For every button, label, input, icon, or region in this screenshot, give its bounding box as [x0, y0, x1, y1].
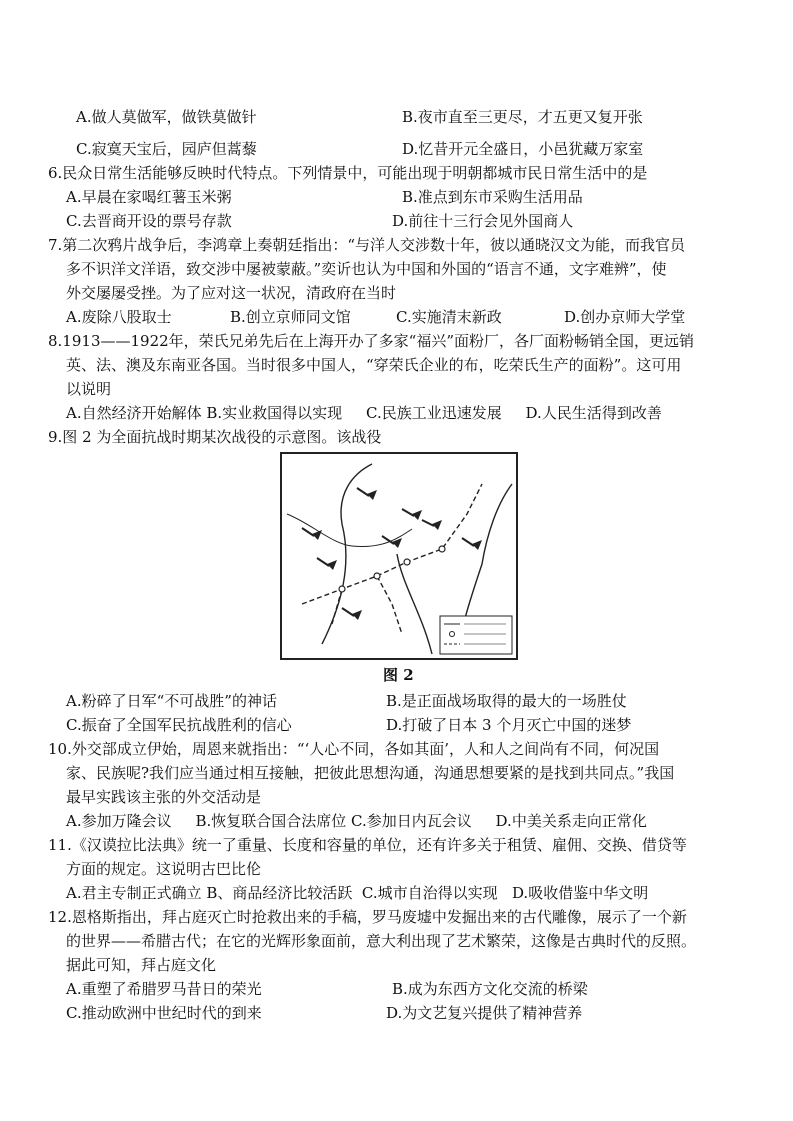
- q12-option-d: D.为文艺复兴提供了精神营养: [386, 1004, 583, 1022]
- q6-option-b: B.准点到东市采购生活用品: [402, 188, 583, 206]
- q9-option-b: B.是正面战场取得的最大的一场胜仗: [386, 692, 627, 710]
- q7-option-c: C.实施清末新政: [396, 308, 502, 326]
- q9-option-a: A.粉碎了日军“不可战胜”的神话: [66, 692, 277, 710]
- battle-map-figure: [280, 452, 518, 660]
- q10-stem-line-3: 最早实践该主张的外交活动是: [66, 788, 262, 806]
- q6-option-d: D.前往十三行会见外国商人: [392, 212, 574, 230]
- q10-options: A.参加万隆会议 B.恢复联合国合法席位 C.参加日内瓦会议 D.中美关系走向正常化: [66, 812, 647, 830]
- q11-stem-line-1: 11.《汉谟拉比法典》统一了重量、长度和容量的单位，还有许多关于租赁、雇佣、交换、借贷等: [48, 836, 687, 854]
- q5-option-c: C.寂寞天宝后，园庐但蒿藜: [76, 140, 257, 158]
- q8-options: A.自然经济开始解体 B.实业救国得以实现 C.民族工业迅速发展 D.人民生活得到改善: [66, 404, 662, 422]
- battle-map-drawing: [282, 454, 516, 658]
- q8-stem-line-3: 以说明: [66, 380, 112, 398]
- q12-option-b: B.成为东西方文化交流的桥梁: [392, 980, 588, 998]
- q7-stem-line-3: 外交屡屡受挫。为了应对这一状况，清政府在当时: [66, 284, 397, 302]
- figure-caption: 图 2: [383, 666, 414, 684]
- q7-option-b: B.创立京师同文馆: [230, 308, 351, 326]
- q12-option-c: C.推动欧洲中世纪时代的到来: [66, 1004, 262, 1022]
- q6-option-c: C.去晋商开设的票号存款: [66, 212, 232, 230]
- q8-stem-line-2: 英、法、澳及东南亚各国。当时很多中国人，“穿荣氏企业的布，吃荣氏生产的面粉”。这可用: [66, 356, 682, 374]
- q12-stem-line-2: 的世界——希腊古代；在它的光辉形象面前，意大利出现了艺术繁荣，这像是古典时代的反照。: [66, 932, 697, 950]
- q12-option-a: A.重塑了希腊罗马昔日的荣光: [66, 980, 262, 998]
- q6-option-a: A.早晨在家喝红薯玉米粥: [66, 188, 232, 206]
- q8-stem-line-1: 8.1913——1922年，荣氏兄弟先后在上海开办了多家“福兴”面粉厂，各厂面粉畅销全国，更远销: [48, 332, 694, 350]
- q12-stem-line-1: 12.恩格斯指出，拜占庭灭亡时抢救出来的手稿，罗马废墟中发掘出来的古代雕像，展示了一个新: [48, 908, 687, 926]
- q9-option-c: C.振奋了全国军民抗战胜利的信心: [66, 716, 292, 734]
- q11-stem-line-2: 方面的规定。这说明古巴比伦: [66, 860, 262, 878]
- q11-options: A.君主专制正式确立 B、商品经济比较活跃 C.城市自治得以实现 D.吸收借鉴中华文明: [66, 884, 649, 902]
- q9-option-d: D.打破了日本 3 个月灭亡中国的迷梦: [386, 716, 632, 734]
- q7-option-a: A.废除八股取士: [66, 308, 172, 326]
- q7-stem-line-2: 多不识洋文洋语，致交涉中屡被蒙蔽。”奕䜣也认为中国和外国的“语言不通，文字难辨”，使: [66, 260, 667, 278]
- q5-option-b: B.夜市直至三更尽，才五更又复开张: [402, 108, 643, 126]
- q10-stem-line-2: 家、民族呢?我们应当通过相互接触，把彼此思想沟通，沟通思想要紧的是找到共同点。”我国: [66, 764, 675, 782]
- q7-stem-line-1: 7.第二次鸦片战争后，李鸿章上奏朝廷指出：“与洋人交涉数十年，彼以通晓汉文为能，而我官员: [48, 236, 685, 254]
- q7-option-d: D.创办京师大学堂: [564, 308, 686, 326]
- q10-stem-line-1: 10.外交部成立伊始，周恩来就指出：“‘人心不同，各如其面’，人和人之间尚有不同，何况国: [48, 740, 660, 758]
- q12-stem-line-3: 据此可知，拜占庭文化: [66, 956, 217, 974]
- q6-stem: 6.民众日常生活能够反映时代特点。下列情景中，可能出现于明朝都城市民日常生活中的是: [48, 164, 648, 182]
- q9-stem: 9.图 2 为全面抗战时期某次战役的示意图。该战役: [48, 428, 382, 446]
- q5-option-a: A.做人莫做军，做铁莫做针: [76, 108, 257, 126]
- q5-option-d: D.忆昔开元全盛日，小邑犹藏万家室: [402, 140, 644, 158]
